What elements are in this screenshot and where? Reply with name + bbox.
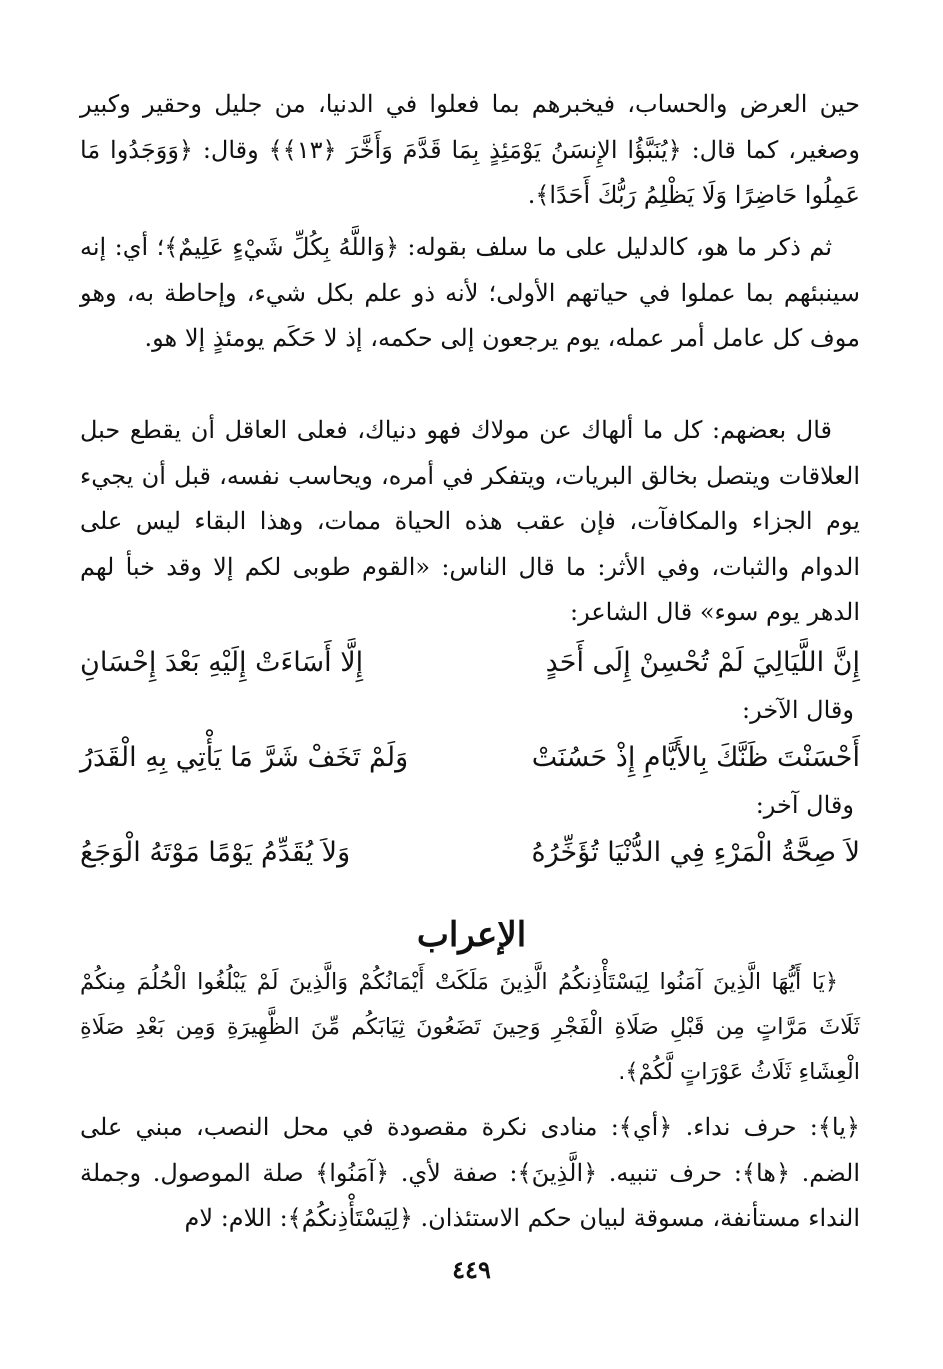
verse-second-hemistich: وَلَمْ تَخَفْ شَرَّ مَا يَأْتِي بِهِ الْقَدَرُ — [80, 742, 409, 773]
paragraph-2 — [80, 225, 860, 362]
body-text: حين العرض والحساب، فيخبرهم بما فعلوا في الدنيا، من جليل وحقير وكبير وصغير، كما قال: ﴿يُنَبَّؤُا الإِنسَنُ يَوْمَئِذٍ بِمَا قَدَّمَ وَأَخَّرَ ﴿١٣﴾﴾ وقال: ﴿وَوَجَدُوا مَا عَمِلُوا حَاضِرًا وَلَا يَظْلِمُ رَبُّكَ أَحَدًا﴾. — [80, 90, 860, 209]
grammar-analysis: ﴿يا﴾: حرف نداء. ﴿أي﴾: منادى نكرة مقصودة في محل النصب، مبني على الضم. ﴿ها﴾: حرف تنبيه. ﴿الَّذِينَ﴾: صفة لأي. ﴿آمَنُوا﴾ صلة الموصول. وجملة النداء مستأنفة، مسوقة لبيان حكم الاستئذان. ﴿لِيَسْتَأْذِنكُمُ﴾: اللام: لام — [80, 1113, 860, 1232]
paragraph-3 — [80, 408, 860, 636]
poem-intro: وقال الآخر: — [742, 696, 854, 724]
poem-intro: وقال آخر: — [755, 791, 854, 819]
poetry-block — [80, 638, 860, 878]
poem-verse — [80, 828, 860, 878]
poem-verse — [80, 733, 860, 783]
verse-first-hemistich: إِنَّ اللَّيَالِيَ لَمْ تُحْسِنْ إِلَى أَحَدٍ — [545, 647, 860, 678]
poem-verse — [80, 638, 860, 688]
page-number: ٤٤٩ — [452, 1255, 491, 1284]
verse-first-hemistich: لاَ صِحَّةُ الْمَرْءِ فِي الدُّنْيَا تُؤَخِّرُهُ — [531, 837, 860, 868]
quran-verse: ﴿يَا أَيُّهَا الَّذِينَ آمَنُوا لِيَسْتَأْذِنكُمُ الَّذِينَ مَلَكَتْ أَيْمَانُكُمْ وَالَّذِينَ لَمْ يَبْلُغُوا الْحُلُمَ مِنكُمْ ثَلَاثَ مَرَّاتٍ مِن قَبْلِ صَلَاةِ الْفَجْرِ وَحِينَ تَضَعُونَ ثِيَابَكُم مِّنَ الظَّهِيرَةِ وَمِن بَعْدِ صَلَاةِ الْعِشَاءِ ثَلَاثُ عَوْرَاتٍ لَّكُمْ﴾. — [80, 969, 860, 1085]
verse-second-hemistich: وَلاَ يُقَدِّمُ يَوْمًا مَوْتَهُ الْوَجَعُ — [80, 837, 351, 868]
body-text: ثم ذكر ما هو، كالدليل على ما سلف بقوله: ﴿وَاللَّهُ بِكُلِّ شَيْءٍ عَلِيمٌ﴾؛ أي: إنه سينبئهم بما عملوا في حياتهم الأولى؛ لأنه ذو علم بكل شيء، وإحاطة به، وهو موف كل عامل أمر عمله، يوم يرجعون إلى حكمه، إذ لا حَكَم يومئذٍ إلا هو. — [80, 233, 860, 352]
verse-first-hemistich: أَحْسَنْتَ ظَنَّكَ بِالأَيَّامِ إِذْ حَسُنَتْ — [531, 742, 860, 773]
section-heading: الإعراب — [416, 915, 527, 955]
paragraph-1 — [80, 82, 860, 219]
analysis-block — [80, 1105, 860, 1242]
quran-verse-block — [80, 960, 860, 1095]
body-text: قال بعضهم: كل ما ألهاك عن مولاك فهو دنياك، فعلى العاقل أن يقطع حبل العلاقات ويتصل بخالق البريات، ويتفكر في أمره، ويحاسب نفسه، قبل أن يجيء يوم الجزاء والمكافآت، فإن عقب هذه الحياة ممات، وهذا البقاء ليس على الدوام والثبات، وفي الأثر: ما قال الناس: «القوم طوبى لكم إلا وقد خبأ لهم الدهر يوم سوء» قال الشاعر: — [80, 416, 861, 626]
verse-second-hemistich: إِلَّا أَسَاءَتْ إِلَيْهِ بَعْدَ إِحْسَانِ — [80, 647, 364, 678]
